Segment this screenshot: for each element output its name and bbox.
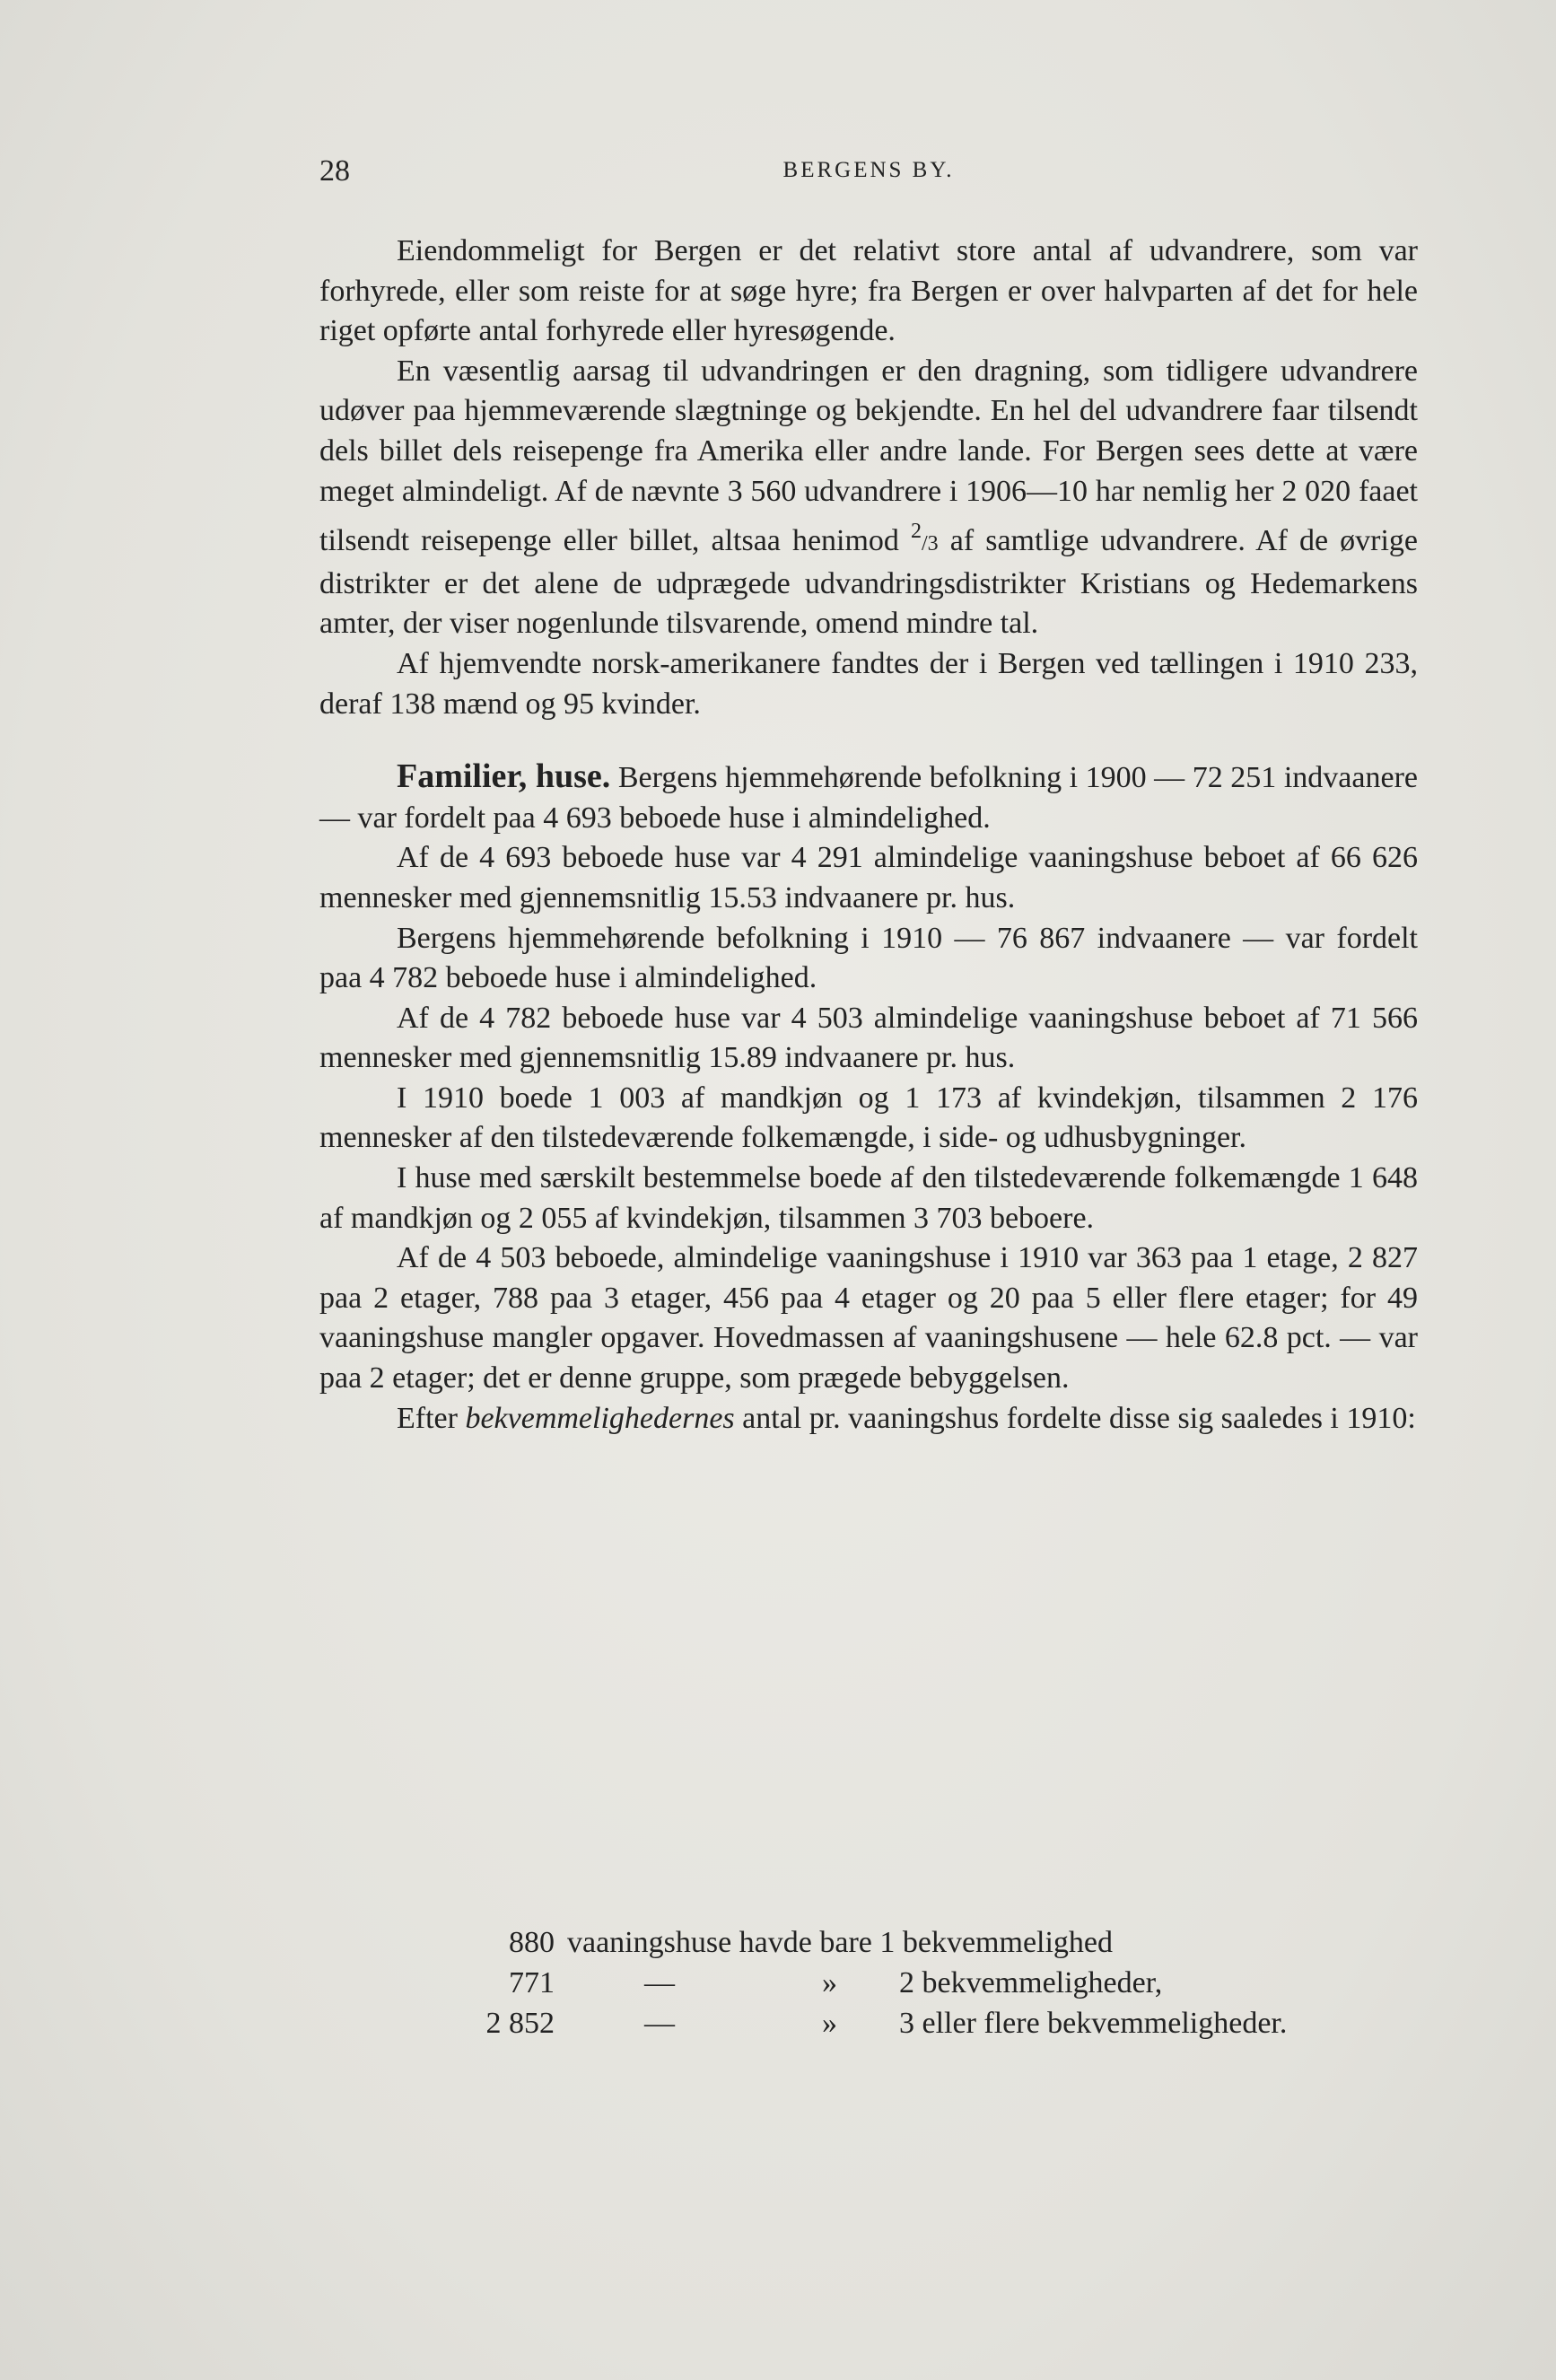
paragraph-1: Eiendommeligt for Bergen er det relativt store antal af udvandrere, som var forhyrede, eller som reiste for at søge hyre; fra Bergen er over halvparten af det for hele riget opførte antal forhyrede eller hyresøgende.: [319, 234, 1418, 348]
paragraph-2-part-b: af samtlige udvandrere. Af de øvrige distrikter er det alene de udprægede udvandringsdistrikter Kristians og Hedemarkens amter, der viser nogenlunde tilsvarende, omend mindre tal.: [319, 524, 1419, 641]
paragraph-2: [319, 352, 1418, 644]
row-number: 3: [899, 2007, 914, 2040]
paragraph-11-italic: bekvemmelighedernes: [465, 1401, 735, 1435]
paragraph-11: [319, 1399, 1418, 1439]
fraction-denominator: /3: [922, 532, 939, 556]
table-row: [319, 2003, 1418, 2043]
paragraph-4: [319, 757, 1418, 838]
row-count: 880: [509, 1926, 555, 1959]
ditto-mark: »: [822, 2007, 837, 2040]
row-text: [899, 1963, 1162, 2003]
ditto-dash: —: [644, 2007, 675, 2040]
paragraph-7: Af de 4 782 beboede huse var 4 503 almindelige vaaningshuse beboet af 71 566 mennesker med gjennemsnitlig 15.89 indvaanere pr. hus.: [319, 1001, 1418, 1075]
running-head: BERGENS BY.: [782, 158, 955, 182]
table-row: [319, 1922, 1418, 1963]
fraction-numerator: 2: [911, 520, 922, 544]
ditto-dash: —: [644, 1966, 675, 1999]
paragraph-5: Af de 4 693 beboede huse var 4 291 almindelige vaaningshuse beboet af 66 626 mennesker med gjennemsnitlig 15.53 indvaanere pr. hus.: [319, 841, 1418, 914]
ditto-mark: »: [822, 1966, 837, 1999]
paragraph-9: I huse med særskilt bestemmelse boede af den tilstedeværende folkemængde 1 648 af mandkjøn og 2 055 af kvindekjøn, tilsammen 3 703 beboere.: [319, 1161, 1418, 1235]
paragraph-6: Bergens hjemmehørende befolkning i 1910 — 76 867 indvaanere — var fordelt paa 4 782 beboede huse i almindelighed.: [319, 921, 1418, 995]
paragraph-2-part-a: En væsentlig aarsag til udvandringen er den dragning, som tidligere udvandrere udøver paa hjemmeværende slægtninge og bekjendte. En hel del udvandrere faar tilsendt dels billet dels reisepenge fra Amerika eller andre lande. For Bergen sees dette at være meget almindeligt. Af de nævnte 3 560 udvandrere i 1906—10 har nemlig her 2 020 faaet tilsendt reisepenge eller billet, altsaa henimod: [319, 354, 1418, 558]
paragraph-11-part-b: antal pr. vaaningshus fordelte disse sig saaledes i 1910:: [742, 1401, 1416, 1435]
paragraph-4-text: Bergens hjemmehørende befolkning i 1900 — 72 251 indvaanere — var fordelt paa 4 693 beboede huse i almindelighed.: [319, 761, 1418, 835]
paragraph-10: Af de 4 503 beboede, almindelige vaaningshuse i 1910 var 363 paa 1 etage, 2 827 paa 2 etager, 788 paa 3 etager, 456 paa 4 etager og 20 paa 5 eller flere etager; for 49 vaaningshuse mangler opgaver. Hovedmassen af vaaningshusene — hele 62.8 pct. — var paa 2 etager; det er denne gruppe, som prægede bebyggelsen.: [319, 1241, 1418, 1396]
paragraph-11-part-a: Efter: [397, 1401, 458, 1435]
row-number: 2: [899, 1966, 914, 1999]
row-label: eller flere bekvemmeligheder.: [922, 2007, 1288, 2040]
row-text: [899, 2003, 1287, 2043]
page-header: [319, 154, 1418, 201]
paragraph-3: Af hjemvendte norsk-amerikanere fandtes der i Bergen ved tællingen i 1910 233, deraf 138 mænd og 95 kvinder.: [319, 646, 1418, 721]
section-heading: Familier, huse.: [397, 757, 611, 796]
page-number: 28: [319, 154, 350, 188]
row-count: 771: [509, 1966, 555, 1999]
paragraph-8: I 1910 boede 1 003 af mandkjøn og 1 173 af kvindekjøn, tilsammen 2 176 mennesker af den tilstedeværende folkemængde, i side- og udhusbygninger.: [319, 1081, 1418, 1155]
row-label: bekvemmeligheder,: [922, 1966, 1163, 1999]
amenities-table: [319, 1922, 1418, 2043]
row-text: vaaningshuse havde bare 1 bekvemmelighed: [567, 1926, 1114, 1959]
row-count: 2 852: [485, 2007, 555, 2040]
table-row: [319, 1963, 1418, 2003]
body-text: [319, 232, 1418, 1439]
